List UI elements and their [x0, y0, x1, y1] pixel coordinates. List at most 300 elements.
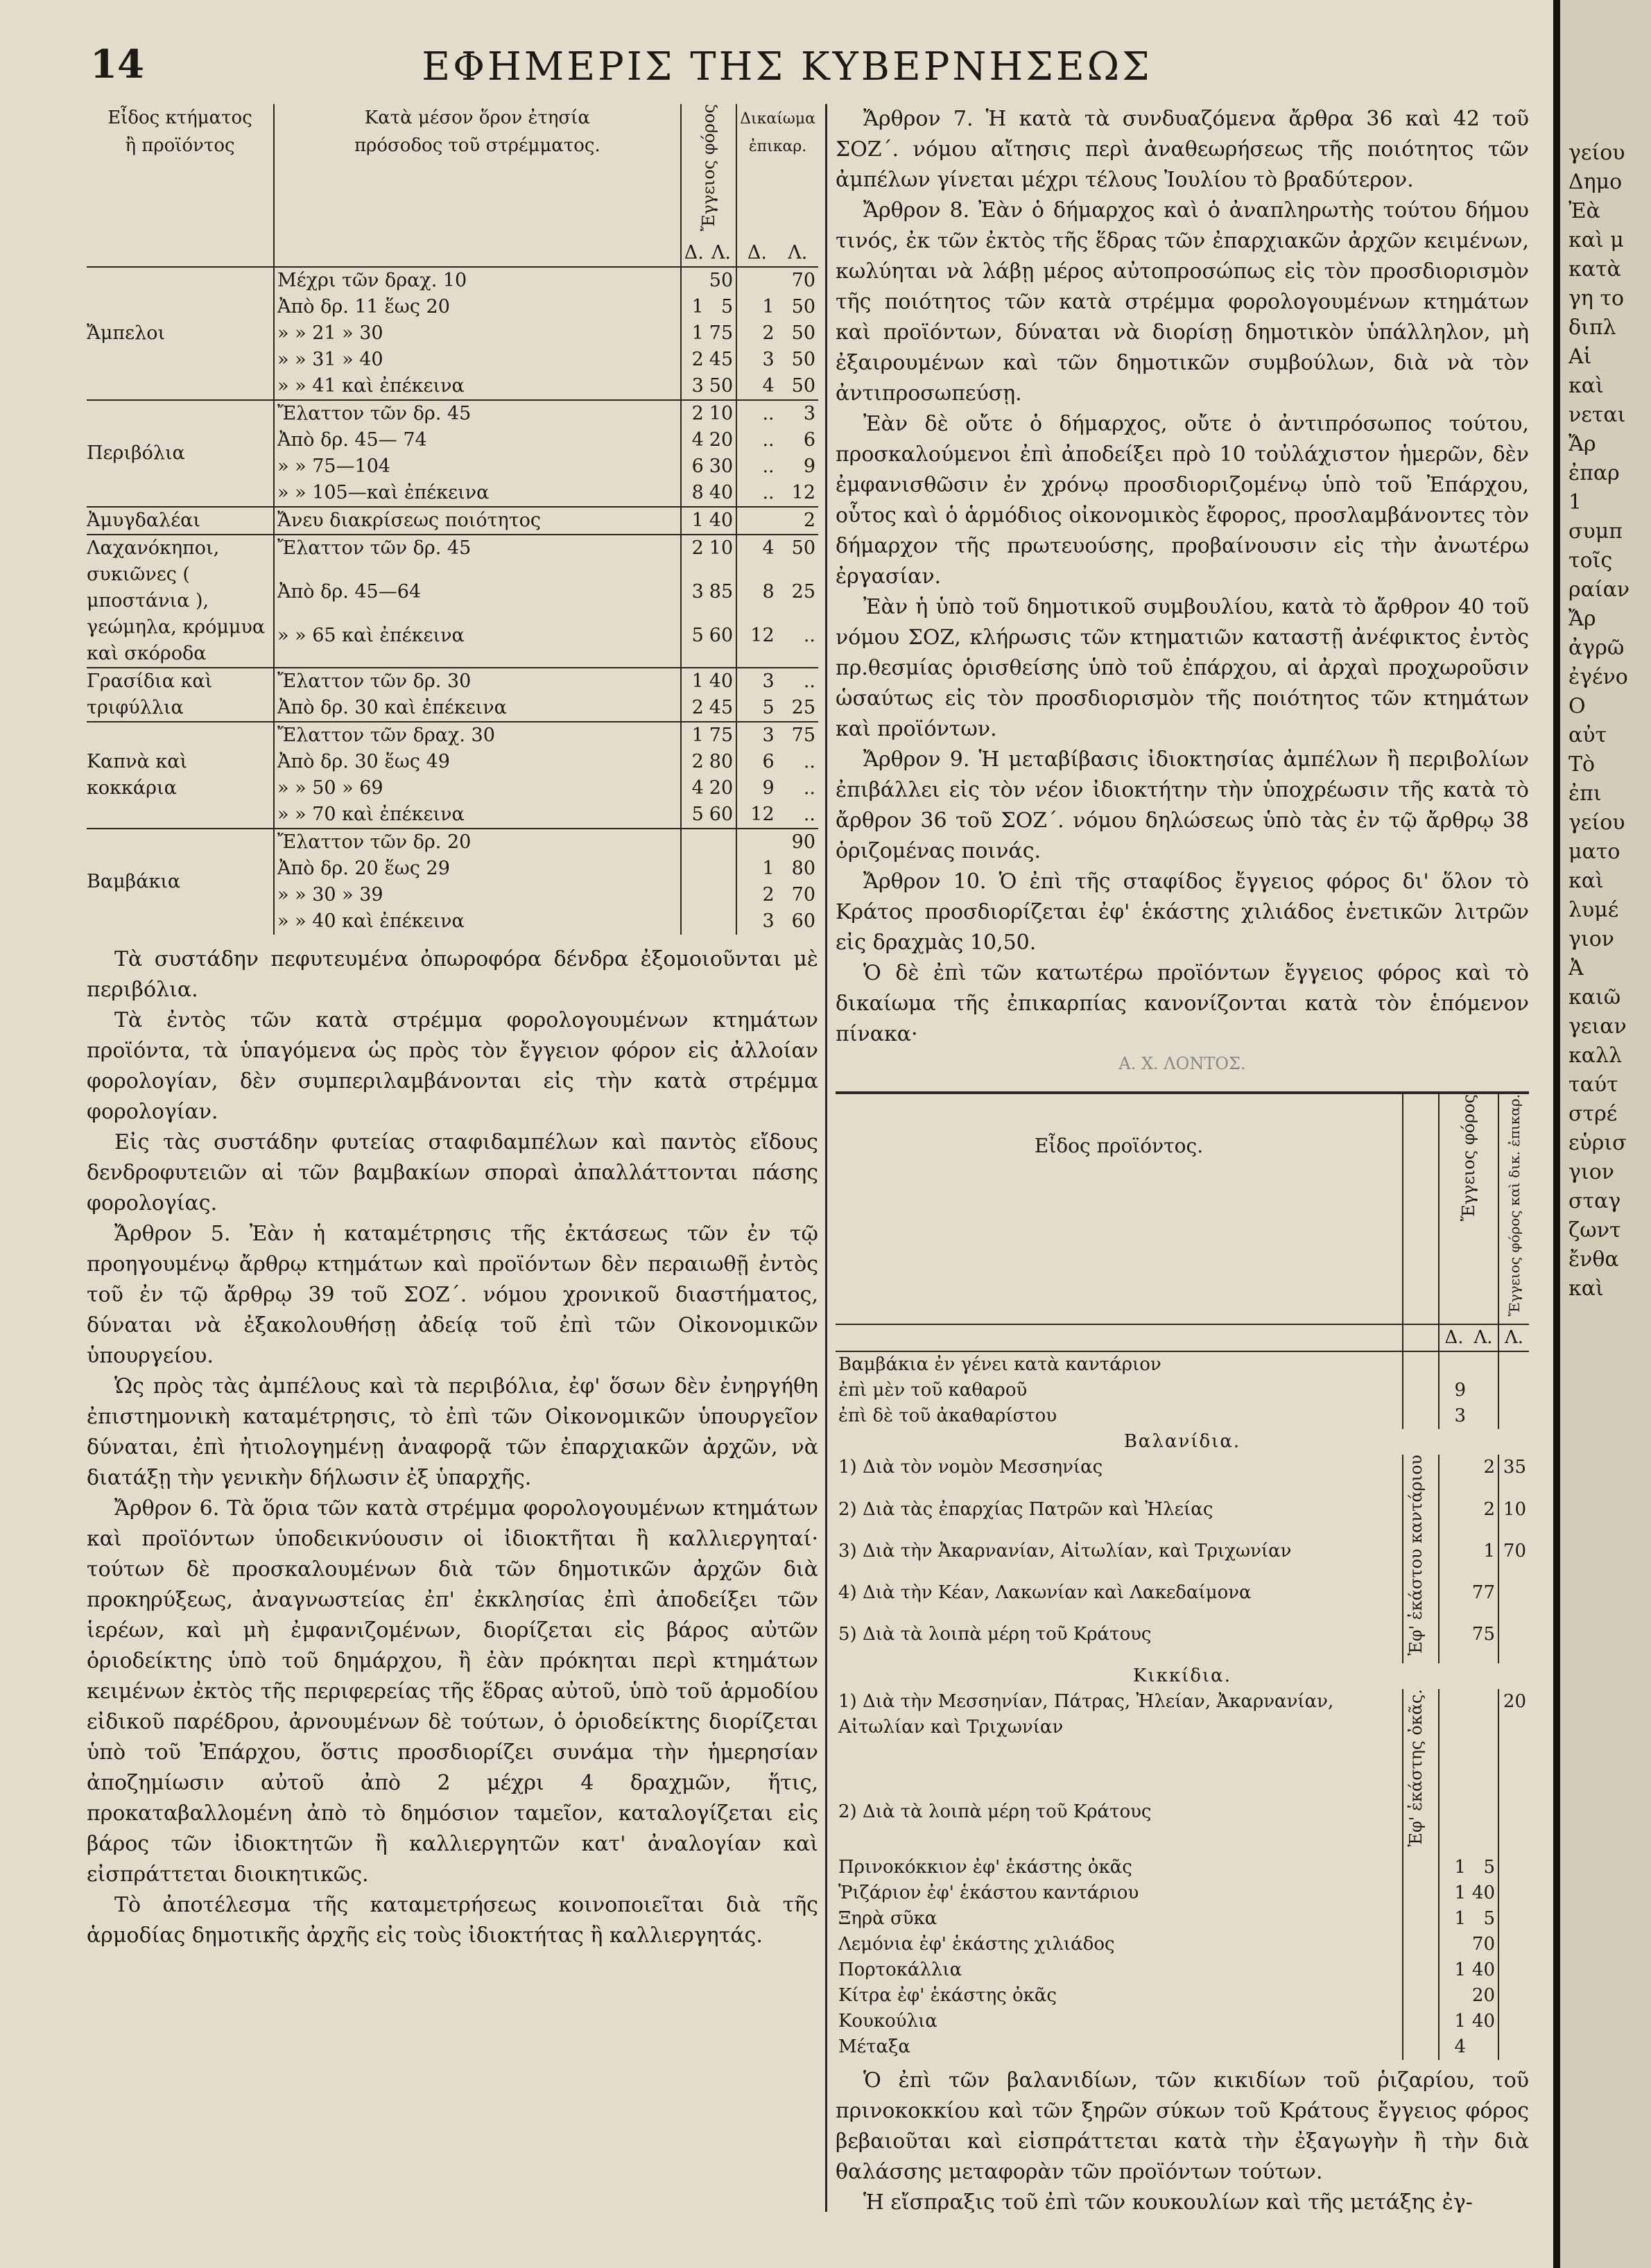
income-range: Ἀπὸ δρ. 45— 74 [274, 427, 681, 453]
edge-fragment: ραίαν [1568, 578, 1630, 602]
fee-lepta: 60 [791, 910, 815, 932]
product-side-cell [1403, 1906, 1439, 1932]
product-tax-lepta: 5 [1483, 1856, 1495, 1878]
product-name: Πρινοκόκκιον ἐφ' ἑκάστης ὀκᾶς [838, 1856, 1132, 1878]
fee-drachma: 2 [736, 320, 777, 347]
product-tax-table [836, 1091, 1529, 2060]
tax-lepta: 60 [709, 803, 734, 825]
product-tax-lepta: 75 [1471, 1623, 1495, 1645]
product-name: Πορτοκάλλια [838, 1959, 962, 1980]
product-row [836, 1906, 1529, 1932]
product-tax-lepta: 77 [1471, 1582, 1495, 1603]
product-side-cell [1403, 1403, 1439, 1429]
edge-fragment: Ἐὰ [1568, 199, 1600, 223]
fee-lepta: .. [803, 750, 815, 772]
product-side-cell [1403, 1983, 1439, 2009]
product-tax-drachma [1439, 1580, 1469, 1622]
income-range: » » 30 » 39 [274, 882, 681, 908]
product-fee-lepta: 35 [1498, 1455, 1529, 1496]
product-row [836, 2009, 1529, 2034]
right-paragraph: Ἐὰν ἡ ὑπὸ τοῦ δημοτικοῦ συμβουλίου, κατὰ τὸ ἄρθρον 40 τοῦ νόμου ΣΟΖ, κλήρωσις τῶν κτηματιῶν καταστῇ ἀνέφικτος ἐντὸς πρ.θεσμίας ὁρισθείσης ὑπὸ τοῦ ἐπάρχου, αἱ ἀρχαὶ προχωροῦσιν ὡσαύτως εἰς τὸν προσδιορισμὸν τῆς ποιότητος τῶν κτημάτων καὶ προϊόντων. [836, 595, 1529, 741]
edge-fragment: στρέ [1568, 1102, 1618, 1126]
edge-fragment: καιῶ [1568, 985, 1621, 1010]
fee-lepta: 3 [777, 400, 818, 427]
fee-drachma [736, 507, 777, 535]
product-name: 1) Διὰ τὸν νομὸν Μεσσηνίας [838, 1457, 1103, 1478]
income-range: Ἀπὸ δρ. 30 ἕως 49 [274, 749, 681, 775]
income-range: » » 70 καὶ ἐπέκεινα [274, 802, 681, 829]
product-tax-lepta: 40 [1471, 1882, 1495, 1903]
fee-drachma: 8 [736, 579, 777, 623]
fee-drachma: .. [736, 400, 777, 427]
fee-lepta: 50 [791, 295, 815, 318]
product-name: Κίτρα ἐφ' ἑκάστης ὀκᾶς [838, 1984, 1057, 2006]
product-side-cell [1403, 1932, 1439, 1957]
right-final-text [836, 2066, 1529, 2213]
edge-fragment: Δημο [1568, 170, 1623, 194]
product-tax-lepta: 2 [1483, 1457, 1495, 1478]
income-range: » » 75—104 [274, 453, 681, 480]
fee-lepta: 50 [791, 374, 815, 397]
product-fee-lepta [1498, 1799, 1529, 1854]
tax-drachma: 1 [681, 668, 707, 695]
product-name: ἐπὶ μὲν τοῦ καθαροῦ [838, 1380, 1028, 1401]
left-paragraph: Εἰς τὰς συστάδην φυτείας σταφιδαμπέλων καὶ παντὸς εἴδους δενδροφυτειῶν αἱ τῶν βαμβακίων σποραὶ ἀπαλλάττονται πάσης φορολογίας. [87, 1129, 818, 1215]
edge-fragment: αὐτ [1568, 723, 1607, 747]
edge-fragment: λυμέ [1568, 898, 1619, 922]
tax-lepta: 20 [709, 777, 734, 799]
left-paragraph: Ἄρθρον 5. Ἐὰν ἡ καταμέτρησις τῆς ἐκτάσεως τῶν ἐν τῷ προηγουμένῳ ἄρθρῳ κτημάτων καὶ προϊόντων δὲν περαιωθῇ ἐντὸς τοῦ ἐν τῷ ἄρθρῳ 39 τοῦ ΣΟΖ΄. νόμου χρονικοῦ διαστήματος, δύναται νὰ ἐξακολουθήσῃ ἀδείᾳ τοῦ ἐπὶ τῶν Οἰκονομικῶν ὑπουργείου. [87, 1221, 818, 1368]
edge-fragment: Τὸ [1568, 752, 1596, 777]
product-row [836, 1880, 1529, 1906]
product-tax-lepta: 70 [1471, 1933, 1495, 1955]
product-name: 5) Διὰ τὰ λοιπὰ μέρη τοῦ Κράτους [838, 1623, 1152, 1645]
product-unit-row: Δ. Λ. Λ. [836, 1324, 1529, 1351]
fee-drachma: 12 [736, 623, 777, 668]
product-section-title: Κικκίδια. [1133, 1665, 1231, 1687]
tax-lepta [707, 882, 736, 908]
fee-lepta: 50 [791, 322, 815, 344]
product-name: Μέταξα [838, 2036, 910, 2057]
edge-fragment: 1 [1568, 490, 1582, 514]
edge-fragment: συμπ [1568, 519, 1623, 544]
product-side-cell [1403, 1855, 1439, 1880]
fee-drachma: 1 [736, 294, 777, 320]
product-name: 2) Διὰ τὰ λοιπὰ μέρη τοῦ Κράτους [838, 1801, 1152, 1823]
tax-drachma: 2 [681, 400, 707, 427]
fee-lepta: .. [803, 777, 815, 799]
income-range: Ἔλαττον τῶν δρ. 45 [274, 400, 681, 427]
tax-lepta: 75 [709, 322, 734, 344]
product-row [836, 1983, 1529, 2009]
edge-fragment: γείου [1568, 141, 1625, 165]
tax-drachma: 2 [681, 535, 707, 580]
tax-drachma [681, 267, 707, 294]
product-row [836, 1455, 1529, 1496]
product-tax-lepta [1469, 1378, 1498, 1403]
edge-fragment: διπλ [1568, 315, 1616, 340]
fee-lepta: 9 [803, 455, 815, 477]
edge-fragment: γιον [1568, 927, 1614, 951]
income-range: » » 65 καὶ ἐπέκεινα [274, 623, 681, 668]
tax-drachma: 8 [681, 480, 707, 507]
edge-fragment: Ἄρ [1568, 607, 1596, 631]
edge-fragment: ζωντ [1568, 1218, 1621, 1243]
property-kind-label: Ἄμπελοι [87, 322, 166, 344]
product-fee-lepta [1498, 1378, 1529, 1403]
product-side-cell [1403, 1957, 1439, 1983]
header-kind: Εἶδος κτήματος ἢ προϊόντος [107, 107, 252, 156]
income-range: » » 41 καὶ ἐπέκεινα [274, 373, 681, 400]
tax-row [87, 722, 818, 749]
header-income: Κατὰ μέσον ὅρον ἐτησία πρόσοδος τοῦ στρέμματος. [274, 104, 681, 240]
tax-row [87, 668, 818, 695]
edge-fragment: ταύτ [1568, 1073, 1618, 1097]
income-range: Ἀπὸ δρ. 30 καὶ ἐπέκεινα [274, 695, 681, 722]
closing-paragraph: Ὁ ἐπὶ τῶν βαλανιδίων, τῶν κικιδίων τοῦ ῥιζαρίου, τοῦ πρινοκοκκίου καὶ τῶν ξηρῶν σύκων τοῦ Κράτους ἔγγειος φόρος βεβαιοῦται καὶ εἰσπράττεται κατὰ τὴν ἐξαγωγὴν ἢ τὴν διὰ θαλάσσης μεταφορὰν τῶν προϊόντων τούτων. [836, 2068, 1529, 2184]
product-side-cell [1403, 1455, 1439, 1663]
fee-drachma: 3 [736, 347, 777, 373]
gazette-title: ΕΦΗΜΕΡΙΣ ΤΗΣ ΚΥΒΕΡΝΗΣΕΩΣ [422, 44, 1152, 89]
left-text-block [87, 944, 818, 1951]
product-section-row [836, 1429, 1529, 1455]
income-range: » » 40 καὶ ἐπέκεινα [274, 908, 681, 935]
header-fee: Δικαίωμα ἐπικαρ. [736, 104, 818, 240]
product-fee-lepta [1498, 2009, 1529, 2034]
tax-drachma: 5 [681, 623, 707, 668]
product-tax-drachma [1439, 1455, 1469, 1496]
product-tax-lepta: 1 [1483, 1540, 1495, 1561]
product-fee-lepta [1498, 1983, 1529, 2009]
fee-lepta: 25 [791, 696, 815, 718]
tax-drachma: 6 [681, 453, 707, 480]
product-name: 3) Διὰ τὴν Ἀκαρνανίαν, Αἰτωλίαν, καὶ Τριχωνίαν [838, 1540, 1292, 1561]
edge-fragment: ἔνθα [1568, 1247, 1619, 1272]
product-fee-lepta: 20 [1498, 1689, 1529, 1799]
fee-drachma: 1 [736, 856, 777, 882]
tax-lepta: 75 [707, 722, 736, 749]
product-tax-drachma [1439, 1799, 1469, 1854]
fee-lepta: 70 [791, 269, 815, 291]
column-divider [825, 104, 827, 2212]
product-tax-drachma [1439, 1497, 1469, 1539]
product-fee-lepta [1498, 1932, 1529, 1957]
fee-lepta: 50 [791, 348, 815, 370]
product-fee-lepta [1498, 1906, 1529, 1932]
product-tax-lepta [1469, 1403, 1498, 1429]
edge-fragment: Ο [1568, 694, 1586, 718]
per-kantari-label: Ἐφ' ἑκάστου καντάριου [1406, 1455, 1426, 1656]
fee-lepta: 2 [777, 507, 818, 535]
product-tax-drachma [1439, 1983, 1469, 2009]
edge-fragment: γιον [1568, 1160, 1614, 1184]
fee-lepta: 75 [777, 722, 818, 749]
edge-fragment: νεται [1568, 403, 1626, 427]
fee-drachma: .. [736, 480, 777, 507]
product-fee-lepta: 10 [1498, 1497, 1529, 1539]
property-kind-label: Λαχανόκηποι, συκιῶνες ( μποστάνια ), γεώμηλα, κρόμμυα καὶ σκόροδα [87, 535, 274, 668]
tax-lepta [707, 829, 736, 856]
tax-lepta: 85 [709, 581, 734, 603]
income-range: Ἄνευ διακρίσεως ποιότητος [274, 507, 681, 535]
tax-drachma: 1 [681, 320, 707, 347]
fee-drachma: 3 [736, 668, 777, 695]
fee-lepta: 25 [791, 581, 815, 603]
tax-row [87, 829, 818, 856]
income-range: Ἀπὸ δρ. 45—64 [274, 579, 681, 623]
product-name: Λεμόνια ἐφ' ἑκάστης χιλιάδος [838, 1933, 1115, 1955]
product-tax-drachma [1439, 1622, 1469, 1663]
property-kind-label: Ἀμυγδαλέαι [87, 507, 274, 535]
product-fee-lepta [1498, 2034, 1529, 2060]
product-name: Βαμβάκια ἐν γένει κατὰ καντάριον [838, 1354, 1161, 1376]
per-oka-label: Ἐφ' ἑκάστης ὀκᾶς. [1406, 1689, 1426, 1847]
income-range: Ἀπὸ δρ. 20 ἕως 29 [274, 856, 681, 882]
edge-fragment: Αἱ [1568, 345, 1592, 369]
product-side-cell [1403, 2009, 1439, 2034]
product-tax-lepta [1469, 2034, 1498, 2060]
fee-drachma: 4 [736, 373, 777, 400]
product-name: 2) Διὰ τὰς ἐπαρχίας Πατρῶν καὶ Ἠλείας [838, 1498, 1213, 1520]
header-tax: Ἔγγειος φόρος [681, 104, 736, 240]
left-paragraph: Τὰ συστάδην πεφυτευμένα ὀπωροφόρα δένδρα ἐξομοιοῦνται μὲ περιβόλια. [87, 946, 818, 1002]
product-tax-lepta: 40 [1471, 2010, 1495, 2032]
product-tax-lepta [1469, 1689, 1498, 1799]
tax-drachma: 4 [681, 427, 707, 453]
product-tax-drachma: 9 [1439, 1378, 1469, 1403]
income-range: Ἀπὸ δρ. 11 ἕως 20 [274, 294, 681, 320]
edge-fragment: εὑρισ [1568, 1131, 1627, 1155]
fee-drachma: .. [736, 427, 777, 453]
fee-lepta: 80 [791, 857, 815, 879]
tax-lepta: 80 [709, 750, 734, 772]
adjacent-page-edge [1553, 0, 1651, 2268]
fee-lepta: .. [803, 624, 815, 646]
edge-fragment: ἀγρῶ [1568, 636, 1625, 660]
edge-fragment: καὶ μ [1568, 228, 1624, 252]
fee-drachma: 5 [736, 695, 777, 722]
edge-fragment: καλλ [1568, 1044, 1623, 1068]
tax-row [87, 535, 818, 580]
income-range: Ἔλαττον τῶν δρ. 20 [274, 829, 681, 856]
product-tax-drachma [1439, 1689, 1469, 1799]
product-side-cell [1403, 1378, 1439, 1403]
tax-lepta [707, 908, 736, 935]
edge-fragment: τοῖς [1568, 548, 1613, 573]
income-range: Ἔλαττον τῶν δρ. 45 [274, 535, 681, 580]
fee-drachma: 2 [736, 882, 777, 908]
product-name: Ξηρὰ σῦκα [838, 1907, 937, 1929]
property-kind-label: Καπνὰ καὶ κοκκάρια [87, 722, 274, 829]
product-fee-lepta [1498, 1880, 1529, 1906]
tax-drachma: 2 [681, 695, 707, 722]
edge-fragment: κατὰ [1568, 257, 1621, 282]
edge-fragment: ἐπι [1568, 781, 1602, 806]
tax-lepta: 50 [709, 269, 734, 291]
fee-lepta: .. [803, 803, 815, 825]
tax-lepta: 40 [707, 507, 736, 535]
edge-fragment: Ἄρ [1568, 432, 1596, 456]
product-tax-drachma [1439, 1351, 1469, 1378]
product-tax-lepta: 2 [1483, 1498, 1495, 1520]
product-tax-lepta [1469, 1351, 1498, 1378]
fee-drachma: 6 [736, 749, 777, 775]
product-fee-lepta [1498, 1855, 1529, 1880]
tax-row [87, 507, 818, 535]
product-tax-drachma [1439, 1932, 1469, 1957]
tax-drachma: 1 [681, 507, 707, 535]
income-range: » » 21 » 30 [274, 320, 681, 347]
product-row [836, 1957, 1529, 1983]
product-fee-lepta [1498, 1622, 1529, 1663]
edge-fragment: γειαν [1568, 1014, 1627, 1039]
tax-lepta: 40 [709, 481, 734, 503]
product-row [836, 1351, 1529, 1378]
tax-row [87, 400, 818, 427]
tax-lepta: 45 [709, 348, 734, 370]
fee-lepta: 12 [791, 481, 815, 503]
unit-row: Δ. Λ. Δ. Λ. [87, 240, 818, 267]
left-paragraph: Ὡς πρὸς τὰς ἀμπέλους καὶ τὰ περιβόλια, ἐφ' ὅσων δὲν ἐνηργήθη ἐπιστημονικὴ καταμέτρησις, τὸ ἐπὶ τῶν Οἰκονομικῶν ὑπουργεῖον δύναται, ἐπὶ ἠτιολογημένῃ ἀναφορᾷ τῶν ἐπαρχιακῶν ἀρχῶν, νὰ διατάξῃ τὴν γενικὴν δήλωσιν ἐξ ὑπαρχῆς. [87, 1374, 818, 1490]
right-text-block [836, 104, 1529, 1050]
fee-drachma: .. [736, 453, 777, 480]
product-name: ἐπὶ δὲ τοῦ ἀκαθαρίστου [838, 1405, 1057, 1427]
fee-lepta: 6 [803, 429, 815, 451]
product-row [836, 1689, 1529, 1799]
tax-lepta [707, 856, 736, 882]
left-paragraph: Τὰ ἐντὸς τῶν κατὰ στρέμμα φορολογουμένων κτημάτων προϊόντα, τὰ ὑπαγόμενα ὡς πρὸς τὸν ἔγγειον φόρον εἰς ἀλλοίαν φορολογίαν, δὲν συμπεριλαμβάνονται εἰς τὴν κατὰ στρέμμα φορολογίαν. [87, 1007, 818, 1124]
product-row [836, 1932, 1529, 1957]
product-header-kind: Εἶδος προϊόντος. [1034, 1134, 1204, 1157]
product-tax-drachma: 1 [1439, 1855, 1469, 1880]
tax-lepta: 45 [709, 696, 734, 718]
fee-drachma: 4 [736, 535, 777, 580]
fee-drachma [736, 829, 777, 856]
product-side-cell [1403, 1880, 1439, 1906]
left-column [87, 104, 818, 2213]
right-paragraph: Ἄρθρον 10. Ὁ ἐπὶ τῆς σταφίδος ἔγγειος φόρος δι' ὅλον τὸ Κράτος προσδιορίζεται ἐφ' ἑκάστης χιλιάδος ἑνετικῶν λιτρῶν εἰς δραχμὰς 10,50. [836, 869, 1529, 955]
property-kind-label: Γρασίδια καὶ τριφύλλια [87, 668, 274, 722]
product-section-title: Βαλανίδια. [1123, 1431, 1241, 1453]
page-number: 14 [90, 42, 144, 87]
income-range: » » 105—καὶ ἐπέκεινα [274, 480, 681, 507]
tax-lepta: 40 [707, 668, 736, 695]
right-paragraph: Ἄρθρον 8. Ἐὰν ὁ δήμαρχος καὶ ὁ ἀναπληρωτὴς τούτου δήμου τινός, ἐκ τῶν ἐκτὸς τῆς ἕδρας τῶν ἐπαρχιακῶν ἀρχῶν κειμένων, κωλύηται νὰ λάβῃ μέρος αὐτοπροσώπως εἰς τὸν προσδιορισμὸν τῆς ποιότητος τῶν κατὰ στρέμμα φορολογουμένων κτημάτων καὶ προϊόντων, δύναται νὰ διορίσῃ δημοτικὸν ὑπάλληλον, μὴ ἐξαιρουμένων καὶ τῶν δημοτικῶν συμβούλων, διὰ νὰ τὸν ἀντιπροσωπεύσῃ. [836, 198, 1529, 406]
right-paragraph: Ἄρθρον 9. Ἡ μεταβίβασις ἰδιοκτησίας ἀμπέλων ἢ περιβολίων ἐπιβάλλει εἰς τὸν νέον ἰδιοκτήτην τὴν ὑποχρέωσιν τῆς κατὰ τὸ ἄρθρον 36 τοῦ ΣΟΖ΄. νόμου δηλώσεως ὑπὸ τὰς ἐν τῷ ἄρθρῳ 38 ὁριζομένας ποινάς. [836, 747, 1529, 863]
fee-drachma: 12 [736, 802, 777, 829]
product-tax-drachma [1439, 1539, 1469, 1580]
right-paragraph: Ἐὰν δὲ οὔτε ὁ δήμαρχος, οὔτε ὁ ἀντιπρόσωπος τούτου, προσκαλούμενοι ἐπὶ ἀποδείξει πρὸ 10 τοὐλάχιστον ἡμερῶν, δὲν ἐμφανισθῶσιν ἐν χρόνῳ προσδιοριζομένῳ ὑπὸ τοῦ Ἐπάρχου, οὗτος καὶ ὁ ἁρμόδιος οἰκονομικὸς ἔφορος, προσλαμβάνοντες τὸν δήμαρχον τῆς πρωτευούσης, προβαίνουσιν εἰς τὴν ἀνωτέρω ἐργασίαν. [836, 412, 1529, 589]
product-tax-lepta [1469, 1799, 1498, 1854]
left-paragraph: Τὸ ἀποτέλεσμα τῆς καταμετρήσεως κοινοποιεῖται διὰ τῆς ἁρμοδίας δημοτικῆς ἀρχῆς εἰς τοὺς ἰδιοκτήτας ἢ καλλιεργητάς. [87, 1892, 818, 1948]
binding-shadow [1553, 0, 1560, 2268]
tax-drachma: 1 [681, 294, 707, 320]
tax-drachma [681, 882, 707, 908]
income-range: » » 50 » 69 [274, 775, 681, 802]
page-header [83, 36, 1491, 98]
fee-drachma: 3 [736, 722, 777, 749]
product-fee-lepta [1498, 1957, 1529, 1983]
tax-lepta: 20 [709, 429, 734, 451]
tax-drachma [681, 829, 707, 856]
product-name: Κουκούλια [838, 2010, 937, 2032]
edge-fragment: ματο [1568, 840, 1620, 864]
edge-fragment: καὶ [1568, 374, 1604, 398]
income-range: Ἔλαττον τῶν δρ. 30 [274, 668, 681, 695]
tax-drachma: 3 [681, 373, 707, 400]
income-range: Ἔλαττον τῶν δραχ. 30 [274, 722, 681, 749]
product-header-fee: Ἔγγειος φόρος καὶ δικ. ἐπικαρ. [1498, 1093, 1529, 1324]
edge-fragment: γείου [1568, 811, 1625, 835]
product-tax-drachma: 1 [1439, 1880, 1469, 1906]
fee-drachma: 3 [736, 908, 777, 935]
product-side-cell [1403, 1689, 1439, 1854]
product-row [836, 1855, 1529, 1880]
product-tax-drachma: 1 [1439, 1906, 1469, 1932]
stamp-text: Α. Χ. ΛΟΝΤΟΣ. [1118, 1054, 1246, 1073]
edge-fragment: καὶ [1568, 1276, 1604, 1301]
tax-drachma [681, 908, 707, 935]
tax-drachma: 1 [681, 722, 707, 749]
tax-drachma: 5 [681, 802, 707, 829]
right-paragraph: Ὁ δὲ ἐπὶ τῶν κατωτέρω προϊόντων ἔγγειος φόρος καὶ τὸ δικαίωμα τῆς ἐπικαρπίας κανονίζονται κατὰ τὸν ἑπόμενον πίνακα· [836, 961, 1529, 1046]
edge-fragment: ἐπαρ [1568, 461, 1620, 485]
fee-drachma: 9 [736, 775, 777, 802]
product-fee-lepta [1498, 1351, 1529, 1378]
product-tax-lepta: 40 [1471, 1959, 1495, 1980]
product-row [836, 1378, 1529, 1403]
tax-drachma: 3 [681, 579, 707, 623]
product-name: 4) Διὰ τὴν Κέαν, Λακωνίαν καὶ Λακεδαίμονα [838, 1582, 1252, 1603]
product-tax-lepta: 20 [1471, 1984, 1495, 2006]
tax-lepta: 10 [707, 535, 736, 580]
fee-lepta: .. [777, 668, 818, 695]
closing-paragraph: Ἡ εἴσπραξις τοῦ ἐπὶ τῶν κουκουλίων καὶ τῆς μετάξης ἐγ- [863, 2190, 1473, 2213]
product-fee-lepta: 70 [1498, 1539, 1529, 1580]
product-row [836, 1403, 1529, 1429]
right-paragraph: Ἄρθρον 7. Ἡ κατὰ τὰ συνδυαζόμενα ἄρθρα 36 καὶ 42 τοῦ ΣΟΖ΄. νόμου αἴτησις περὶ ἀναθεωρήσεως τῆς ποιότητος τῶν ἀμπέλων γίνεται μέχρι τέλους Ἰουλίου τὸ βραδύτερον. [836, 107, 1529, 192]
tax-drachma: 4 [681, 775, 707, 802]
tax-lepta: 5 [720, 295, 734, 318]
product-row [836, 2034, 1529, 2060]
edge-fragment: καὶ [1568, 869, 1604, 893]
product-side-cell [1403, 2034, 1439, 2060]
product-tax-drachma: 1 [1439, 2009, 1469, 2034]
tax-lepta: 30 [709, 455, 734, 477]
product-section-row [836, 1663, 1529, 1689]
property-kind-label: Βαμβάκια [87, 829, 274, 935]
edge-fragment: γη το [1568, 286, 1625, 311]
product-tax-lepta: 5 [1483, 1907, 1495, 1929]
product-name: Ῥιζάριον ἐφ' ἑκάστου καντάριου [838, 1882, 1139, 1903]
fee-lepta: 70 [791, 883, 815, 906]
tax-row [87, 267, 818, 294]
land-tax-table [87, 104, 818, 935]
income-range: Μέχρι τῶν δραχ. 10 [274, 267, 681, 294]
income-range: » » 31 » 40 [274, 347, 681, 373]
right-column [836, 104, 1529, 2213]
edge-fragment: ἐγένο [1568, 665, 1628, 689]
product-tax-drachma: 3 [1439, 1403, 1469, 1429]
product-fee-lepta [1498, 1403, 1529, 1429]
fee-lepta: 90 [777, 829, 818, 856]
product-tax-drachma: 1 [1439, 1957, 1469, 1983]
product-header-tax: Ἔγγειος φόρος [1439, 1093, 1498, 1324]
tax-drachma: 2 [681, 749, 707, 775]
tax-drachma: 2 [681, 347, 707, 373]
tax-lepta: 50 [709, 374, 734, 397]
fee-drachma [736, 267, 777, 294]
